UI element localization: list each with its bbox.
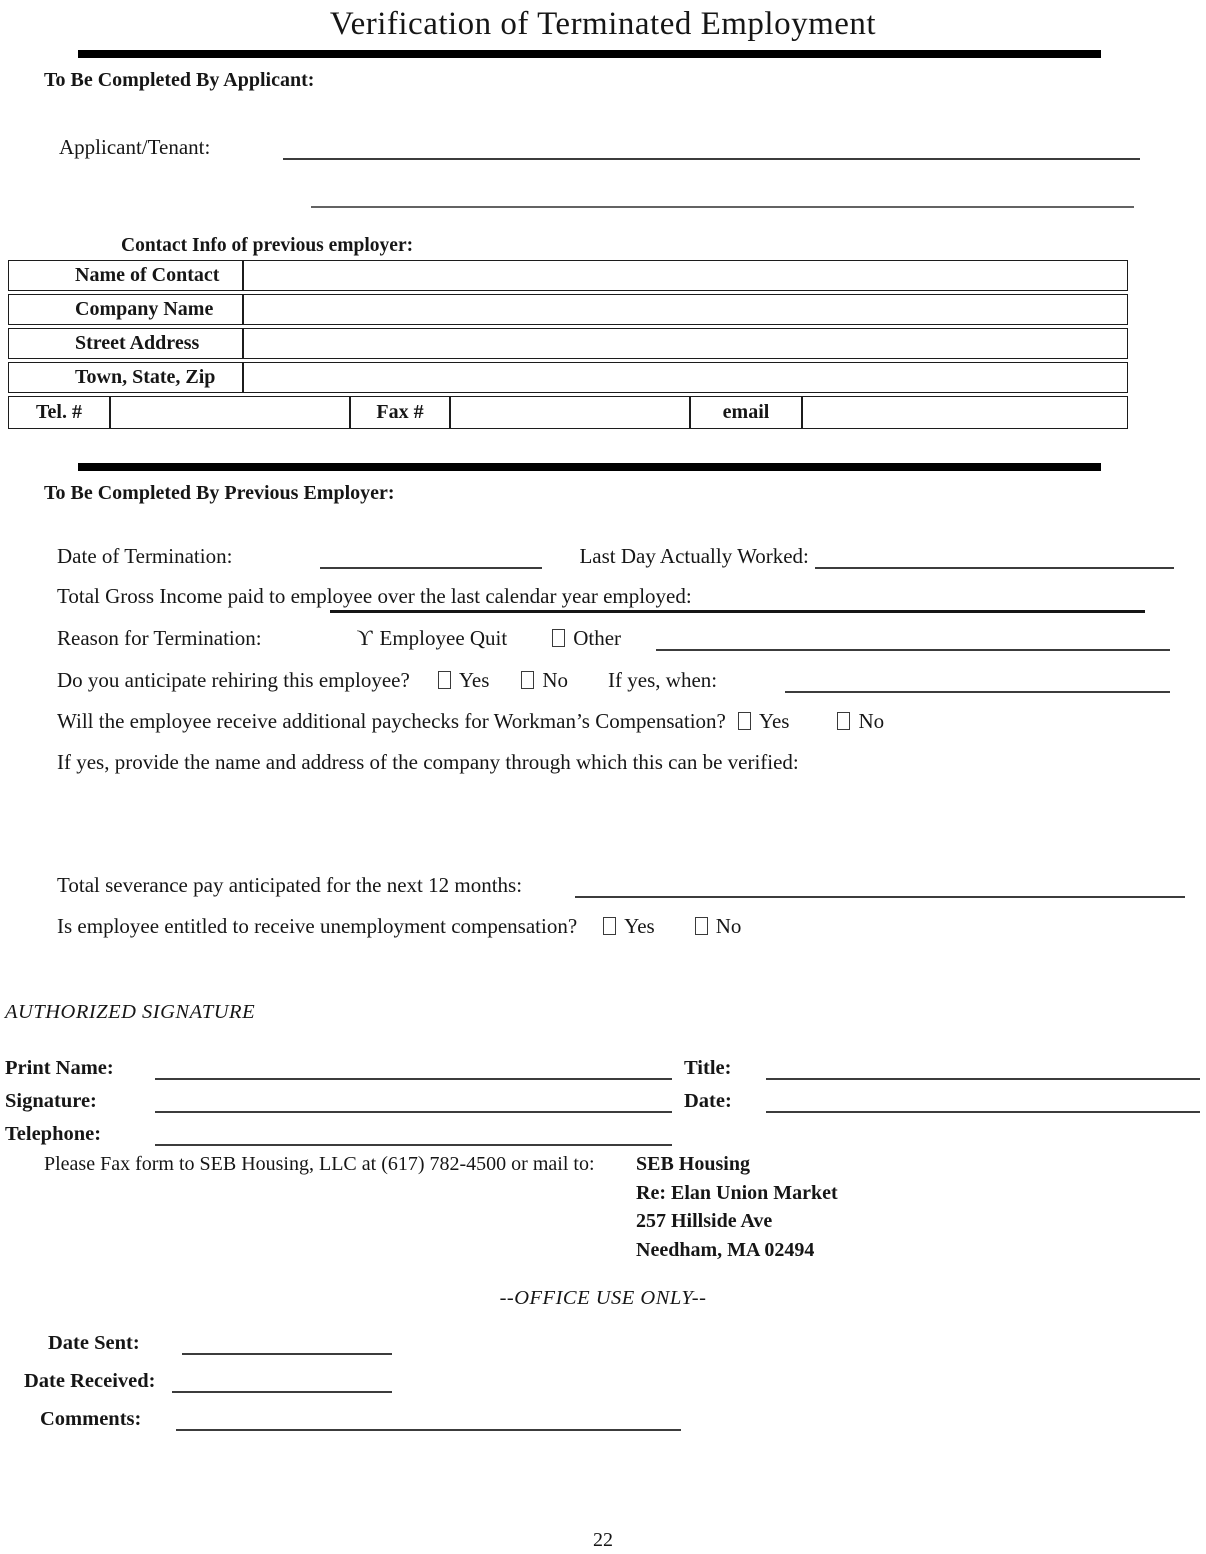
signature-field[interactable] [155,1089,672,1113]
print-name-field[interactable] [155,1056,672,1080]
signature-right-column [676,1047,1206,1146]
severance-field[interactable] [575,874,1185,898]
employee-quit-option[interactable] [357,625,508,651]
applicant-section-heading: To Be Completed By Applicant: [44,69,315,91]
contact-info-heading: Contact Info of previous employer: [121,235,414,256]
gross-income-row [57,583,1170,609]
employer-section-heading: To Be Completed By Previous Employer: [44,482,395,504]
telephone-row [0,1113,676,1146]
title-field[interactable] [766,1056,1200,1080]
town-state-zip-label: Town, State, Zip [8,362,243,393]
telephone-field[interactable] [155,1122,672,1146]
rehire-question: Do you anticipate rehiring this employee? [57,668,410,692]
title-label: Title: [684,1057,732,1079]
section-divider-rule [78,50,1101,58]
checkmark-glyph-icon: ϒ [356,625,373,650]
termination-date-row [57,543,1174,569]
tel-field[interactable] [110,396,350,429]
mail-to-line: 257 Hillside Ave [636,1210,773,1232]
fax-label: Fax # [350,396,450,429]
street-address-field[interactable] [243,328,1128,359]
verify-instruction-row [57,749,1170,775]
other-reason-field[interactable] [656,627,1170,651]
company-name-label: Company Name [8,294,243,325]
last-day-worked-label: Last Day Actually Worked: [579,544,809,568]
date-received-label: Date Received: [24,1370,156,1392]
table-row [8,396,1128,429]
severance-row [57,872,1185,898]
fax-field[interactable] [450,396,690,429]
checkbox-icon [695,917,708,935]
rehire-question-row [57,667,1170,693]
previous-employer-contact-table [8,257,1128,396]
date-sent-field[interactable] [182,1331,392,1355]
authorized-signature-heading: AUTHORIZED SIGNATURE [5,1001,256,1023]
applicant-tenant-label: Applicant/Tenant: [59,135,211,159]
street-address-label: Street Address [8,328,243,359]
table-row [8,294,1128,325]
print-name-label: Print Name: [5,1057,114,1079]
checkbox-icon [738,712,751,730]
date-of-termination-field[interactable] [320,545,542,569]
comments-label: Comments: [40,1408,142,1430]
comments-row [0,1407,1206,1431]
checkbox-icon [552,629,565,647]
page-number: 22 [593,1529,613,1551]
applicant-tenant-row [59,134,1140,160]
title-row [676,1047,1206,1080]
applicant-tenant-field[interactable] [283,136,1140,160]
mail-to-line: SEB Housing [636,1153,750,1175]
other-option[interactable] [552,625,621,651]
signature-grid [0,1047,1206,1146]
rehire-no-option[interactable] [521,667,568,693]
no-label: No [715,914,742,938]
table-row [8,362,1128,393]
print-name-row [0,1047,676,1080]
fax-instruction-row [0,1150,1206,1264]
applicant-tenant-field-line2[interactable] [311,206,1134,208]
contact-phone-row-table [8,393,1128,432]
name-of-contact-field[interactable] [243,260,1128,291]
signature-left-column [0,1047,676,1146]
unemployment-row [57,913,1170,939]
date-field[interactable] [766,1089,1200,1113]
company-name-field[interactable] [243,294,1128,325]
name-of-contact-label: Name of Contact [8,260,243,291]
page-title: Verification of Terminated Employment [329,6,877,42]
workmans-no-option[interactable] [837,708,884,734]
table-row [8,260,1128,291]
workmans-comp-row [57,708,1170,734]
table-row [8,328,1128,359]
gross-income-label: Total Gross Income paid to employee over the last calendar year employed: [57,584,692,608]
section-divider-rule [78,463,1101,471]
checkbox-icon [837,712,850,730]
unemployment-yes-option[interactable] [603,913,655,939]
signature-label: Signature: [5,1090,97,1112]
office-use-only-heading: --OFFICE USE ONLY-- [499,1287,707,1309]
if-yes-when-label: If yes, when: [608,668,718,692]
checkbox-icon [521,671,534,689]
no-label: No [542,668,569,692]
date-row [676,1080,1206,1113]
unemployment-no-option[interactable] [695,913,742,939]
date-sent-row [0,1331,1206,1355]
signature-row [0,1080,676,1113]
reason-for-termination-label: Reason for Termination: [57,626,262,650]
date-of-termination-label: Date of Termination: [57,544,233,568]
severance-label: Total severance pay anticipated for the next 12 months: [57,873,523,897]
yes-label: Yes [458,668,490,692]
tel-label: Tel. # [8,396,110,429]
telephone-label: Telephone: [5,1123,102,1145]
yes-label: Yes [624,914,655,938]
employee-quit-label: Employee Quit [379,626,508,650]
rehire-when-field[interactable] [785,669,1170,693]
mail-to-line: Re: Elan Union Market [636,1181,838,1204]
termination-reason-row [57,625,1170,651]
checkbox-icon [603,917,616,935]
workmans-comp-question: Will the employee receive additional paychecks for Workman’s Compensation? [57,709,726,733]
unemployment-question: Is employee entitled to receive unemployment compensation? [57,914,578,938]
date-received-row [0,1369,1206,1393]
checkbox-icon [438,671,451,689]
other-label: Other [573,626,622,650]
town-state-zip-field[interactable] [243,362,1128,393]
workmans-yes-option[interactable] [738,708,790,734]
date-label: Date: [684,1090,732,1112]
comments-field[interactable] [176,1407,681,1431]
mailing-address-block [636,1150,838,1264]
verify-instruction: If yes, provide the name and address of the company through which this can be verified: [57,750,799,774]
rehire-yes-option[interactable] [438,667,490,693]
no-label: No [858,709,885,733]
yes-label: Yes [758,709,790,733]
date-sent-label: Date Sent: [48,1332,140,1354]
date-received-field[interactable] [172,1369,392,1393]
email-field[interactable] [802,396,1128,429]
email-label: email [690,396,802,429]
gross-income-field[interactable] [330,610,1145,613]
last-day-worked-field[interactable] [815,545,1174,569]
fax-instruction: Please Fax form to SEB Housing, LLC at (617) 782-4500 or mail to: [44,1153,595,1175]
mail-to-line: Needham, MA 02494 [636,1238,815,1261]
